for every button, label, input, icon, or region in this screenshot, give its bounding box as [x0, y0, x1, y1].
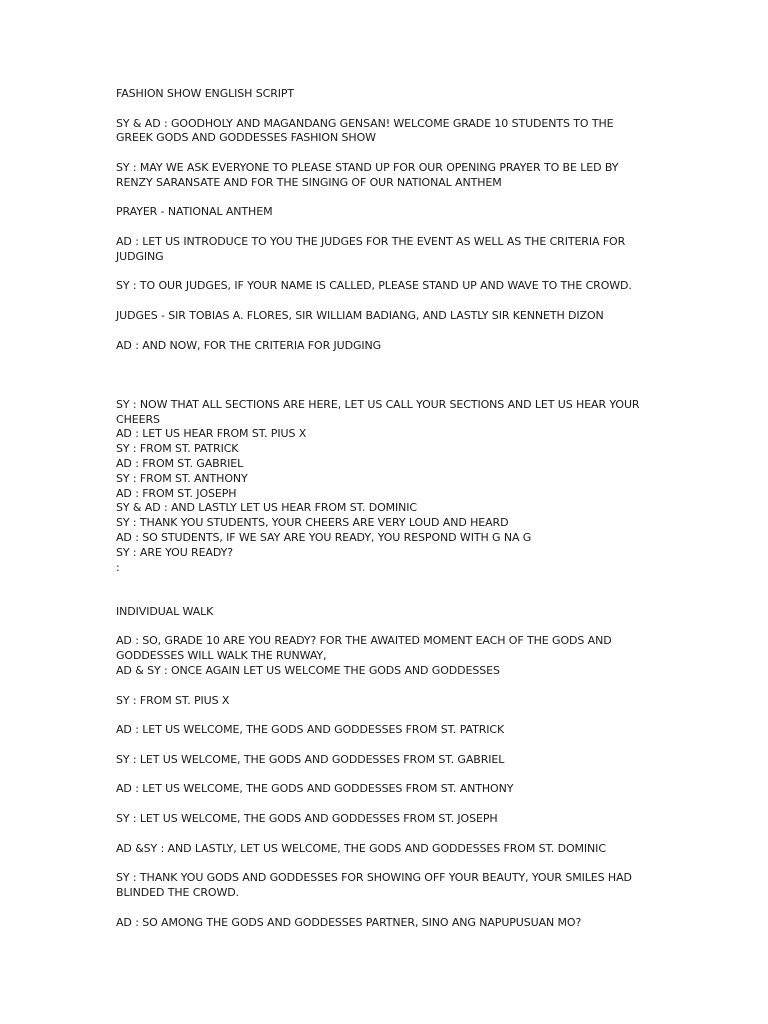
- script-line: AD : LET US WELCOME, THE GODS AND GODDESSES FROM ST. ANTHONY: [116, 782, 514, 796]
- section-heading: INDIVIDUAL WALK: [116, 604, 214, 618]
- script-line: AD : FROM ST. GABRIEL: [116, 456, 244, 470]
- script-line: SY : FROM ST. PATRICK: [116, 442, 239, 456]
- script-line: SY : LET US WELCOME, THE GODS AND GODDESSES FROM ST. JOSEPH: [116, 812, 498, 826]
- script-line: PRAYER - NATIONAL ANTHEM: [116, 205, 273, 219]
- script-line: SY : MAY WE ASK EVERYONE TO PLEASE STAND UP FOR OUR OPENING PRAYER TO BE LED BY RENZY SARANSATE AND FOR THE SINGING OF OUR NATIONAL ANTHEM: [116, 160, 619, 189]
- script-line: AD : LET US WELCOME, THE GODS AND GODDESSES FROM ST. PATRICK: [116, 723, 505, 737]
- script-line: JUDGES - SIR TOBIAS A. FLORES, SIR WILLIAM BADIANG, AND LASTLY SIR KENNETH DIZON: [116, 308, 604, 322]
- script-line: SY : FROM ST. ANTHONY: [116, 471, 248, 485]
- blank-space: [116, 368, 650, 398]
- script-line: SY & AD : AND LASTLY LET US HEAR FROM ST. DOMINIC: [116, 501, 418, 515]
- script-line: AD : AND NOW, FOR THE CRITERIA FOR JUDGING: [116, 338, 382, 352]
- script-line: AD : FROM ST. JOSEPH: [116, 486, 237, 500]
- blank-space: [116, 575, 650, 605]
- script-line: SY : NOW THAT ALL SECTIONS ARE HERE, LET US CALL YOUR SECTIONS AND LET US HEAR YOUR CHEERS: [116, 397, 640, 426]
- script-line: SY : ARE YOU READY?: [116, 545, 233, 559]
- script-line: :: [116, 560, 120, 574]
- document-title: FASHION SHOW ENGLISH SCRIPT: [116, 87, 295, 100]
- script-line: AD : SO STUDENTS, IF WE SAY ARE YOU READY, YOU RESPOND WITH G NA G: [116, 530, 532, 544]
- script-line: AD : SO, GRADE 10 ARE YOU READY? FOR THE AWAITED MOMENT EACH OF THE GODS AND GODDESSES WILL WALK THE RUNWAY,: [116, 634, 612, 663]
- script-line: SY : THANK YOU GODS AND GODDESSES FOR SHOWING OFF YOUR BEAUTY, YOUR SMILES HAD BLINDED THE CROWD.: [116, 871, 632, 900]
- script-line: AD : LET US INTRODUCE TO YOU THE JUDGES FOR THE EVENT AS WELL AS THE CRITERIA FOR JUDGING: [116, 234, 626, 263]
- script-line: SY : TO OUR JUDGES, IF YOUR NAME IS CALLED, PLEASE STAND UP AND WAVE TO THE CROWD.: [116, 279, 632, 293]
- walk-intro-block: [116, 634, 650, 678]
- script-line: SY : FROM ST. PIUS X: [116, 693, 230, 707]
- script-line: SY : THANK YOU STUDENTS, YOUR CHEERS ARE VERY LOUD AND HEARD: [116, 516, 509, 530]
- script-line: SY : LET US WELCOME, THE GODS AND GODDESSES FROM ST. GABRIEL: [116, 752, 505, 766]
- script-line: AD & SY : ONCE AGAIN LET US WELCOME THE GODS AND GODDESSES: [116, 664, 500, 678]
- script-line: AD : LET US HEAR FROM ST. PIUS X: [116, 427, 307, 441]
- script-line: SY & AD : GOODHOLY AND MAGANDANG GENSAN! WELCOME GRADE 10 STUDENTS TO THE GREEK GODS AND GODDESSES FASHION SHOW: [116, 116, 614, 145]
- script-line: AD &SY : AND LASTLY, LET US WELCOME, THE GODS AND GODDESSES FROM ST. DOMINIC: [116, 841, 606, 855]
- cheers-block: [116, 398, 650, 576]
- script-line: AD : SO AMONG THE GODS AND GODDESSES PARTNER, SINO ANG NAPUPUSUAN MO?: [116, 915, 582, 929]
